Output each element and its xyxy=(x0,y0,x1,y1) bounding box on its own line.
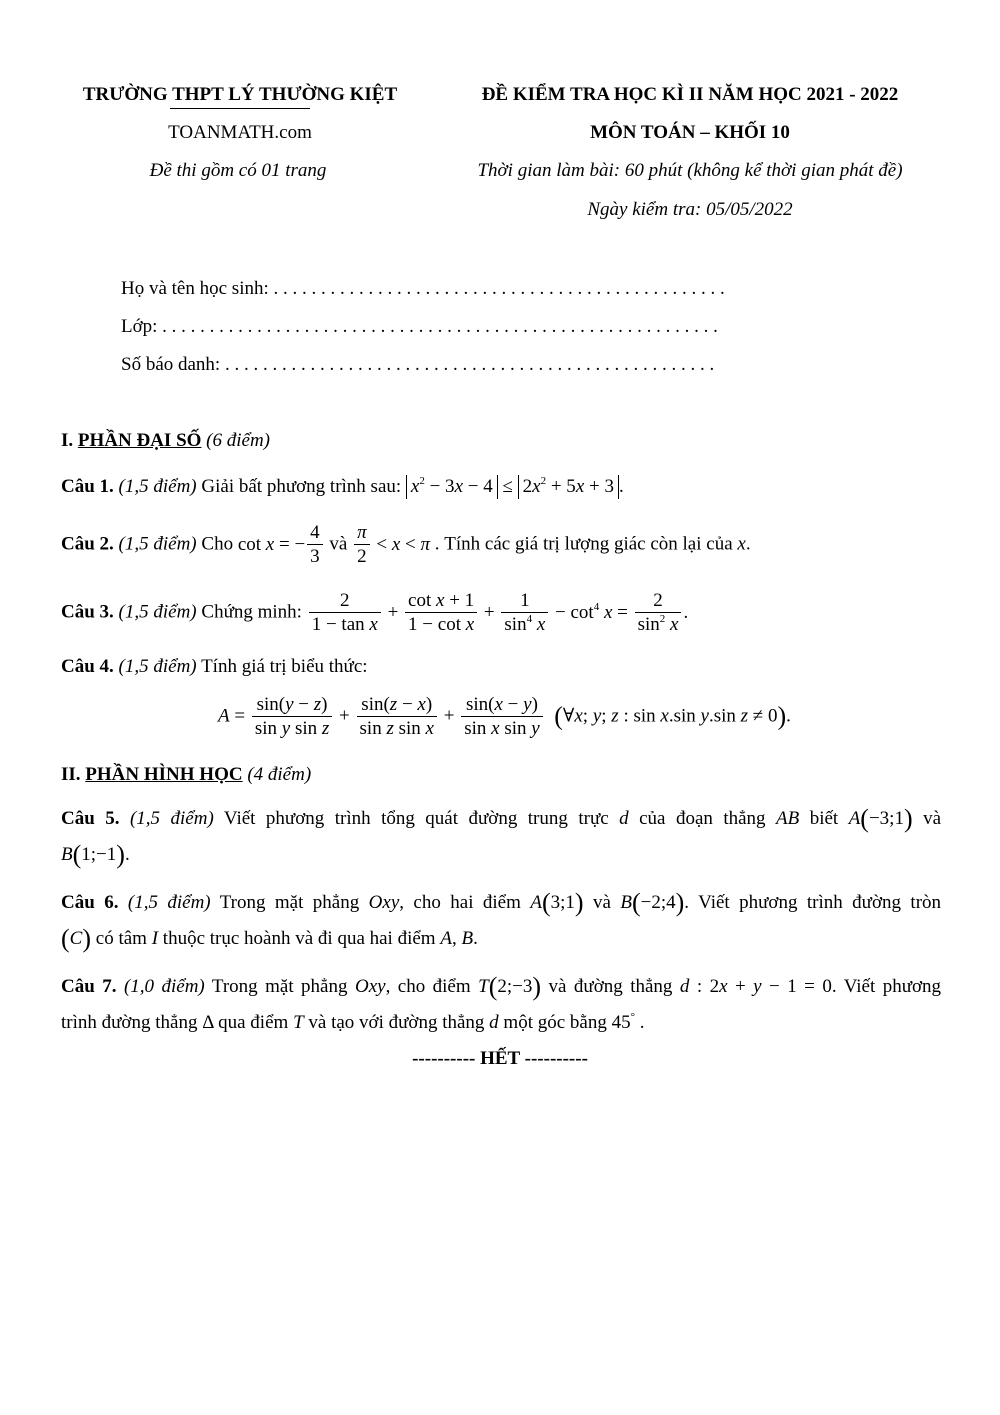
question-text: . Viết phương trình đường tròn xyxy=(684,892,942,913)
question-text: Giải bất phương trình sau: xyxy=(201,476,402,497)
question-label: Câu 6. xyxy=(61,892,119,913)
question-text: , cho điểm xyxy=(385,976,471,997)
question-7-line-2: trình đường thẳng Δ qua điểm T và tạo với đường thẳng d một góc bằng 45° . xyxy=(61,1011,645,1033)
duration-label: Thời gian làm bài: 60 phút (không kể thời gian phát đề) xyxy=(477,160,903,181)
question-text: và đường thẳng xyxy=(548,976,673,997)
student-name-line: Họ và tên học sinh: . . . . . . . . . . . . . . . . . . . . . . . . . . . . . . . . . . . . . . . . . . . . . . . . xyxy=(121,278,725,299)
section-title: PHẦN ĐẠI SỐ xyxy=(77,430,202,451)
question-text: có tâm xyxy=(95,928,147,949)
question-points: (1,5 điểm) xyxy=(118,533,197,555)
question-5-line-2 xyxy=(61,838,941,872)
question-label: Câu 1. xyxy=(61,476,114,497)
point-a-formula: A(−3;1) xyxy=(848,804,913,833)
question-text: , cho hai điểm xyxy=(399,892,521,913)
question-text: và xyxy=(592,892,611,913)
exam-date: Ngày kiểm tra: 05/05/2022 xyxy=(587,199,793,220)
question-points: (1,5 điểm) xyxy=(118,476,197,497)
line-d-formula: d : 2x + y − 1 = 0 xyxy=(679,976,832,997)
section-numeral: II. xyxy=(61,764,81,785)
question-text: trình đường thẳng xyxy=(61,1012,198,1033)
website-label: TOANMATH.com xyxy=(168,122,312,143)
question-points: (1,5 điểm) xyxy=(129,808,214,829)
question-text: Cho xyxy=(201,533,234,555)
question-points: (1,0 điểm) xyxy=(123,976,205,997)
question-text: Tính giá trị biểu thức: xyxy=(201,656,368,677)
question-text: một góc bằng xyxy=(503,1012,607,1033)
question-text: Trong mặt phẳng xyxy=(211,976,348,997)
section-points: (4 điểm) xyxy=(247,764,312,785)
question-text: và xyxy=(923,808,942,829)
question-text: Chứng minh: xyxy=(201,601,302,623)
student-class-line: Lớp: . . . . . . . . . . . . . . . . . . . . . . . . . . . . . . . . . . . . . . . . . . . . . . . . . . . . . . . . . . . xyxy=(121,316,718,337)
circle-c-formula: (C) xyxy=(61,924,92,953)
question-points: (1,5 điểm) xyxy=(127,892,211,913)
question-text: và tạo với đường thẳng xyxy=(308,1012,485,1033)
point-b-formula: B(−2;4) xyxy=(620,888,685,917)
point-a-formula: A(3;1) xyxy=(530,888,584,917)
question-label: Câu 4. xyxy=(61,656,114,677)
question-text: qua điểm xyxy=(218,1012,289,1033)
variable-x: x xyxy=(737,533,746,555)
end-marker: ---------- HẾT ---------- xyxy=(412,1048,588,1069)
question-1 xyxy=(61,472,624,502)
question-points: (1,5 điểm) xyxy=(118,601,197,623)
section-geometry-heading xyxy=(61,764,311,786)
expression-a-formula: A = $\frac{\sin(y - z)}{\text{sin y sin z}}$ + $\frac{\sin(z - x)}{\text{sin z sin x}}$ + $\frac{\sin(x - y)}{\text{sin x sin y}}$ (∀x; y; z : sin x.sin y.sin z ≠ 0). xyxy=(218,694,791,739)
inequality-formula: $x^2 - 3x - 4 \le 2x^2 + 5x + 3$ . xyxy=(406,476,624,497)
student-id-line: Số báo danh: . . . . . . . . . . . . . . . . . . . . . . . . . . . . . . . . . . . . . . . . . . . . . . . . . . . . xyxy=(121,354,715,375)
question-text: của đoạn thẳng xyxy=(639,808,766,829)
section-numeral: I. xyxy=(61,430,74,451)
question-text: Trong mặt phẳng xyxy=(219,892,360,913)
question-6-line-1: Câu 6. (1,5 điểm) Trong mặt phẳng Oxy, cho hai điểm A(3;1) và B(−2;4). Viết phương trình đường tròn xyxy=(61,888,942,917)
point-t-formula: T(2;−3) xyxy=(478,972,542,1001)
identity-formula: $\frac{2}{\text{1 − tan x}}$ + $\frac{\text{cot x + 1}}{\text{1 − cot x}}$ + $\frac{1}{\sin^4 x}$ − $\cot^4 x$ = $\frac{2}{\sin^2 x}$ . xyxy=(307,602,689,623)
exam-title: ĐỀ KIỂM TRA HỌC KÌ II NĂM HỌC 2021 - 2022 xyxy=(481,84,899,105)
question-text: biết xyxy=(809,808,839,829)
question-3 xyxy=(61,590,688,637)
interval-formula: $\frac{\pi}{2}$ < x < π xyxy=(352,534,435,555)
pages-note: Đề thi gồm có 01 trang xyxy=(149,160,327,181)
question-6-line-2: (C) có tâm I thuộc trục hoành và đi qua hai điểm A, B. xyxy=(61,924,478,953)
angle-formula: 45° . xyxy=(611,1011,645,1033)
header-underline xyxy=(170,108,310,109)
school-name: TRƯỜNG THPT LÝ THƯỜNG KIỆT xyxy=(82,84,398,105)
question-5-line-1: Câu 5. (1,5 điểm) Viết phương trình tổng quát đường trung trực d của đoạn thẳng AB biết A(−3;1) và xyxy=(61,804,942,833)
question-text: . Viết phương xyxy=(831,976,942,997)
question-text: Viết phương trình tổng quát đường trung trực xyxy=(223,808,609,829)
section-algebra-heading xyxy=(61,430,270,452)
cot-condition-formula: cot x = − $\frac{4}{3}$ xyxy=(238,534,330,555)
question-points: (1,5 điểm) xyxy=(118,656,197,677)
question-2: Câu 2. (1,5 điểm) Cho cot x = − $\frac{4}{3}$ và $\frac{\pi}{2}$ < x < π . Tính các giá trị lượng giác còn lại của x. xyxy=(61,522,751,567)
question-text: thuộc trục hoành và đi qua hai điểm xyxy=(162,928,436,949)
question-label: Câu 7. xyxy=(61,976,117,997)
question-label: Câu 3. xyxy=(61,601,114,623)
question-label: Câu 5. xyxy=(61,808,120,829)
section-title: PHẦN HÌNH HỌC xyxy=(85,764,243,785)
question-text: . Tính các giá trị lượng giác còn lại của xyxy=(434,533,733,555)
question-4 xyxy=(61,656,368,678)
question-text: và xyxy=(329,533,348,555)
question-7-line-1: Câu 7. (1,0 điểm) Trong mặt phẳng Oxy, cho điểm T(2;−3) và đường thẳng d : 2x + y − 1 = 0. Viết phương xyxy=(61,972,942,1001)
subject-label: MÔN TOÁN – KHỐI 10 xyxy=(590,122,790,143)
section-points: (6 điểm) xyxy=(206,430,271,451)
point-b-formula: B(1;−1). xyxy=(61,840,130,869)
question-label: Câu 2. xyxy=(61,533,114,555)
